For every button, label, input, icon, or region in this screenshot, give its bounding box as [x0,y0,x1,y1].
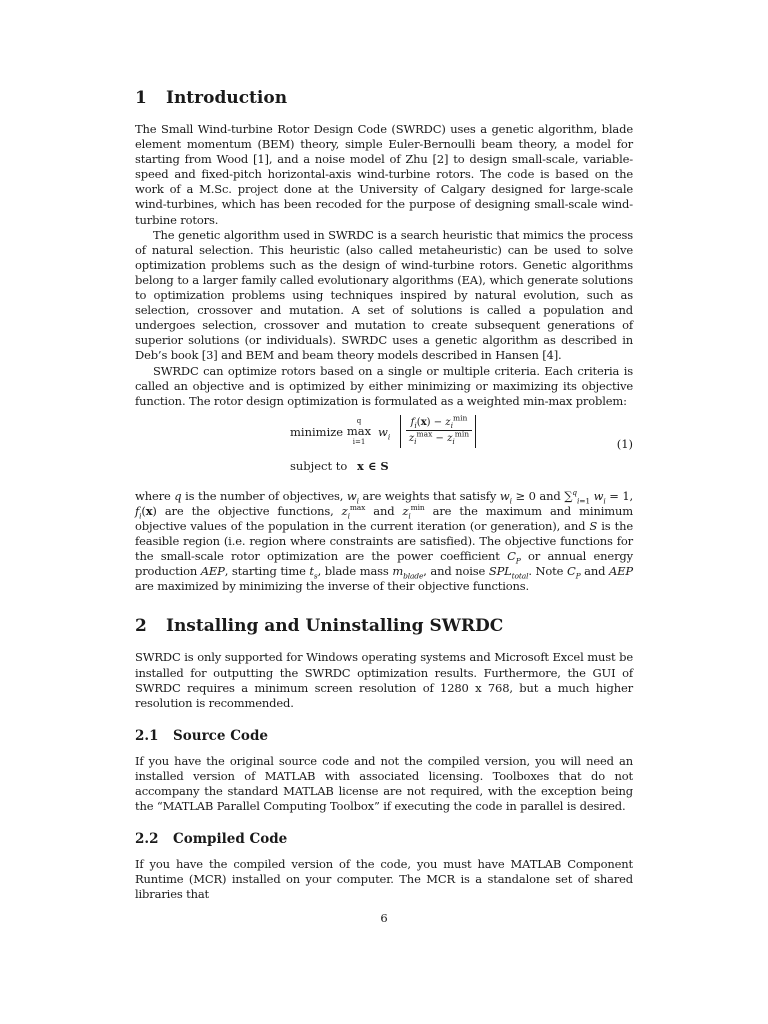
equation-max-upper: q [356,416,362,425]
subsection-title: Compiled Code [173,831,288,848]
intro-paragraph-1: The Small Wind-turbine Rotor Design Code (SWRDC) uses a genetic algorithm, blade element momentum (BEM) theory, simple Euler-Bernoulli beam theory, a model for starting from Wood [1], and a noise model of Zhu [2] to design small-scale, variable-speed and fixed-pitch horizontal-axis wind-turbine rotors. The code is based on the work of a M.Sc. project done at the University of Calgary designed for large-scale wind-turbines, which has been recoded for the purpose of designing small-scale wind-turbine rotors. [135,122,633,227]
intro-paragraph-4: where q is the number of objectives, $w_i$ are weights that satisfy $w_i \ge 0$ and ∑$^q_{i=1}$ $w_i = 1$, $f_i(x)$ are the objective functions, $z_i^{max}$ and $z_i^{min}$ are the maximum and minimum objective values of the population in the current iteration (or generation), and S is the feasible region (i.e. region where constraints are satisfied). The objective functions for the small-scale rotor optimization are the power coefficient $C_P$ or annual energy production AEP, starting time $t_s$, blade mass $m_{blade}$, and noise $SPL_{total}$. Note $C_P$ and AEP are maximized by minimizing the inverse of their objective functions. [135,487,634,594]
equation-abs-right [475,415,476,448]
section-number: 2 [135,616,147,637]
compiled-code-paragraph: If you have the compiled version of the code, you must have MATLAB Component Runtime (MCR) installed on your computer. The MCR is a standalone set of shared libraries that [135,857,633,902]
equation-numerator: $f_i(x) - z_i^{min}$ [406,415,472,431]
equation-max-operator [344,417,374,446]
equation-max-label: max [346,423,372,438]
equation-max-lower: i=1 [352,437,366,446]
equation-number: (1) [616,436,633,451]
equation-minimize-label: minimize [290,424,344,439]
page-content [135,86,633,902]
section-title: Installing and Uninstalling SWRDC [166,616,504,637]
subsection-number: 2.1 [135,727,159,744]
equation-abs-left [400,415,401,448]
equation-denominator: $z_i^{max} - z_i^{min}$ [408,429,470,446]
intro-paragraph-2: The genetic algorithm used in SWRDC is a search heuristic that mimics the process of natural selection. This heuristic (also called metaheuristic) can be used to solve optimization problems such as the design of wind-turbine rotors. Genetic algorithms belong to a larger family called evolutionary algorithms (EA), which generate solutions to optimization problems using techniques inspired by natural evolution, such as selection, crossover and mutation. A set of solutions is called a population and undergoes selection, crossover and mutation to create subsequent generations of superior solutions (or individuals). SWRDC uses a genetic algorithm as described in Deb’s book [3] and BEM and beam theory models described in Hansen [4]. [135,227,633,363]
section-heading-installing [135,614,633,638]
equation-weight: $w_i$ [378,424,391,442]
section-number: 1 [135,88,147,108]
install-paragraph: SWRDC is only supported for Windows operating systems and Microsoft Excel must be installed for outputting the SWRDC optimization results. Furthermore, the GUI of SWRDC requires a minimum screen resolution of 1280 x 768, but a much higher resolution is recommended. [135,650,633,710]
source-code-paragraph: If you have the original source code and not the compiled version, you will need an installed version of MATLAB with associated licensing. Toolboxes that do not accompany the standard MATLAB license are not required, with the exception being the “MATLAB Parallel Computing Toolbox” if executing the code in parallel is desired. [135,753,633,814]
equation-constraint: x ∈ S [357,458,389,473]
section-heading-introduction [135,86,633,110]
equation-subject-to-label: subject to [290,458,348,473]
subsection-title: Source Code [173,727,268,744]
page-number: 6 [380,911,388,925]
subsection-number: 2.2 [135,831,159,848]
subsection-heading-compiled-code [135,830,633,849]
section-title: Introduction [166,88,288,108]
equation-fraction [406,415,472,446]
equation-block [135,413,633,485]
subsection-heading-source-code [135,727,633,746]
intro-paragraph-3: SWRDC can optimize rotors based on a single or multiple criteria. Each criteria is called an objective and is optimized by either minimizing or maximizing its objective function. The rotor design optimization is formulated as a weighted min-max problem: [135,363,633,408]
